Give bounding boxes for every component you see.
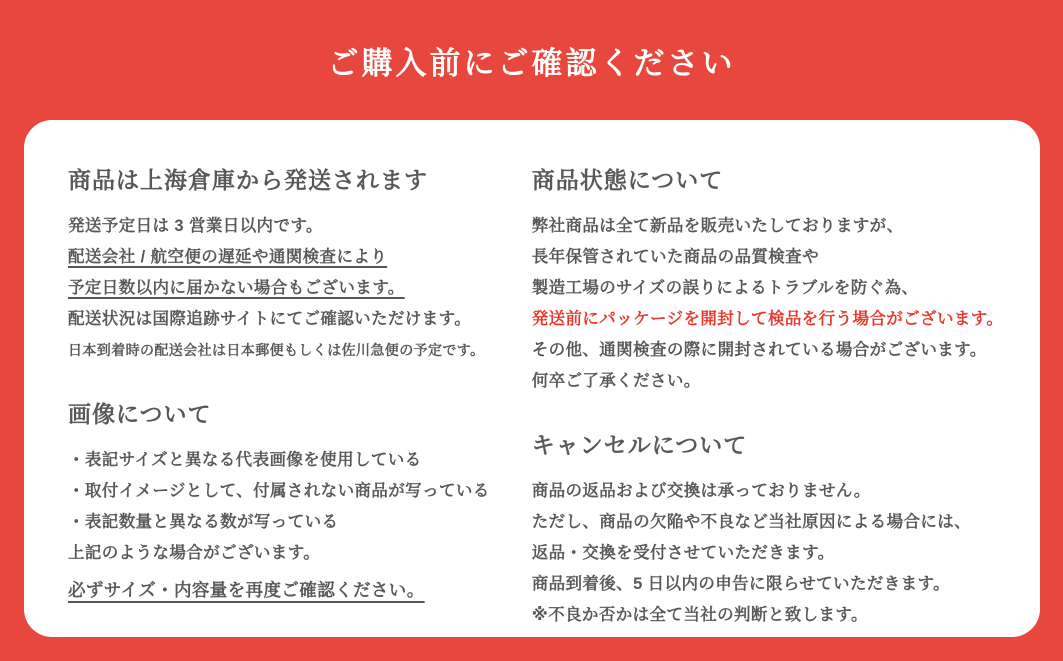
section-images [68, 396, 490, 606]
top-banner [0, 0, 1063, 120]
shipping-line-small: 日本到着時の配送会社は日本郵便もしくは佐川急便の予定です。 [68, 342, 485, 358]
section-condition [532, 162, 1004, 397]
images-heading: 画像について [68, 401, 212, 427]
condition-heading: 商品状態について [531, 167, 724, 193]
condition-line: 製造工場のサイズの誤りによるトラブルを防ぐ為、 [531, 279, 919, 297]
images-bullet-line: ・取付イメージとして、付属されない商品が写っている [68, 482, 490, 500]
condition-line-red: 発送前にパッケージを開封して検品を行う場合がございます。 [531, 310, 1004, 328]
images-line: 上記のような場合がございます。 [68, 544, 321, 562]
section-shipping [68, 162, 490, 366]
page-title: ご購入前にご確認ください [327, 45, 736, 81]
condition-line: 弊社商品は全て新品を販売いたしておりますが、 [531, 217, 904, 235]
images-bullet-line: ・表記サイズと異なる代表画像を使用している [68, 451, 422, 469]
cancel-line: ただし、商品の欠陥や不良など当社原因による場合には、 [531, 513, 972, 531]
cancel-line: 商品到着後、5 日以内の申告に限らせていただきます。 [531, 575, 951, 593]
condition-line: 長年保管されていた商品の品質検査や [531, 248, 819, 266]
condition-line: 何卒ご了承ください。 [531, 372, 701, 390]
shipping-line-underlined: 予定日数以内に届かない場合もございます。 [68, 279, 405, 297]
cancel-heading: キャンセルについて [531, 432, 748, 458]
shipping-line: 発送予定日は 3 営業日以内です。 [68, 217, 323, 235]
cancel-line: ※不良か否かは全て当社の判断と致します。 [531, 606, 868, 624]
images-bullet-line: ・表記数量と異なる数が写っている [68, 513, 339, 531]
cancel-line: 返品・交換を受付させていただきます。 [531, 544, 835, 562]
shipping-heading: 商品は上海倉庫から発送されます [68, 167, 428, 193]
images-warning-line: 必ずサイズ・内容量を再度ご確認ください。 [68, 580, 425, 600]
section-cancel [532, 427, 1004, 631]
cancel-line: 商品の返品および交換は承っておりません。 [531, 482, 871, 500]
left-column [68, 162, 490, 631]
shipping-line-underlined: 配送会社 / 航空便の遅延や通関検査により [68, 248, 388, 266]
notice-card [24, 120, 1040, 637]
shipping-line: 配送状況は国際追跡サイトにてご確認いただけます。 [68, 310, 472, 328]
right-column [532, 162, 1004, 631]
condition-line: その他、通関検査の際に開封されている場合がございます。 [531, 341, 987, 359]
